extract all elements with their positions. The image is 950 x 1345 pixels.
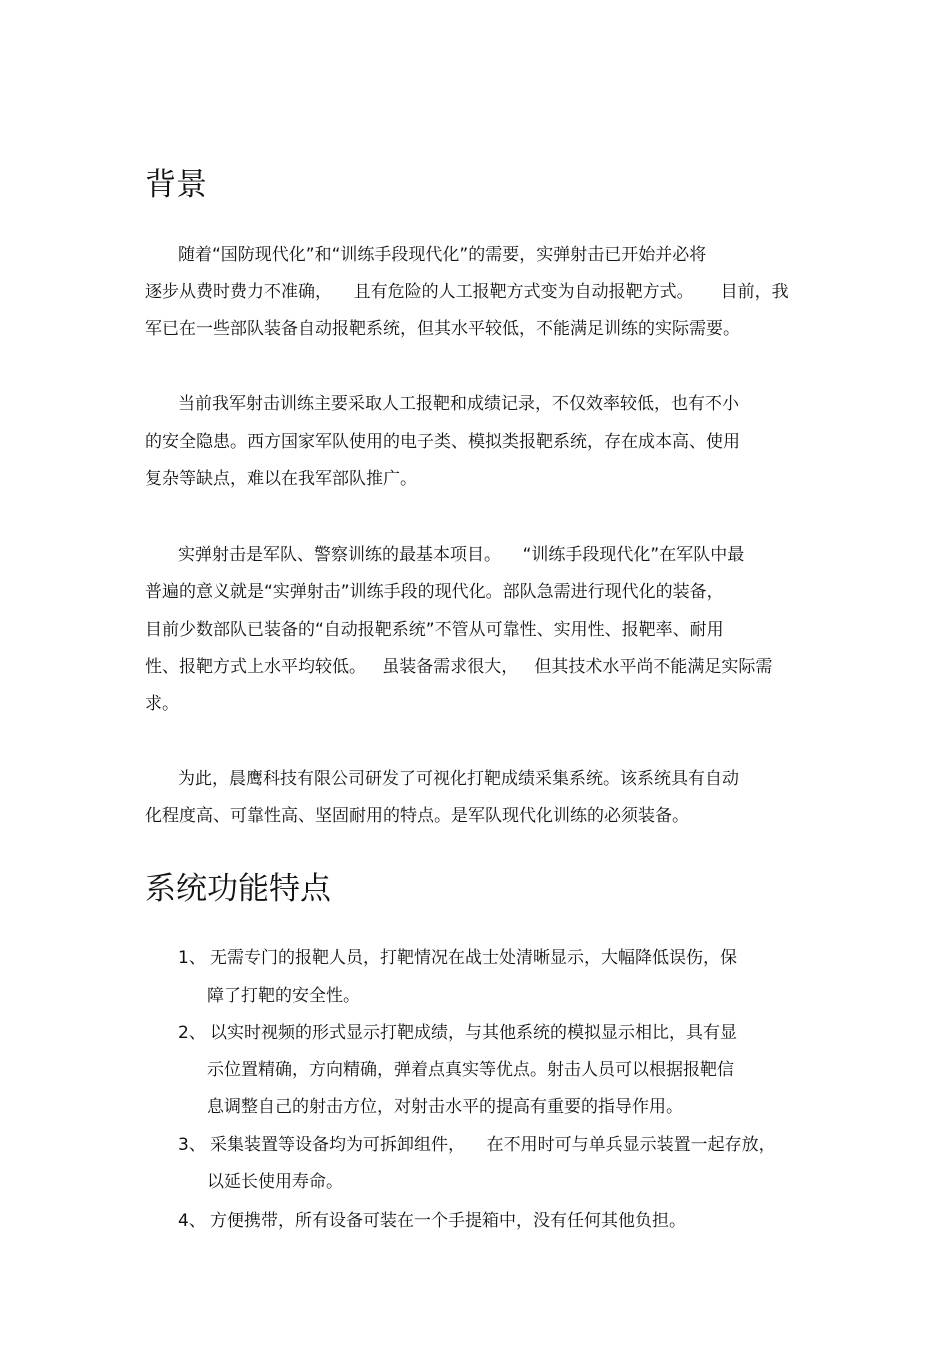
paragraph-line: 复杂等缺点，难以在我军部队推广。 <box>145 469 417 489</box>
list-item-line: 息调整自己的射击方位，对射击水平的提高有重要的指导作用。 <box>207 1097 683 1117</box>
paragraph-line: 随着“国防现代化”和“训练手段现代化”的需要，实弹射击已开始并必将 <box>178 245 707 265</box>
section-heading-features: 系统功能特点 <box>145 871 331 907</box>
list-item-line: 以实时视频的形式显示打靶成绩，与其他系统的模拟显示相比，具有显 <box>210 1023 737 1043</box>
paragraph-line: 军已在一些部队装备自动报靶系统，但其水平较低，不能满足训练的实际需要。 <box>145 319 740 339</box>
paragraph-line: 性、报靶方式上水平均较低。 虽装备需求很大， 但其技术水平尚不能满足实际需 <box>145 657 773 677</box>
paragraph-line: 为此，晨鹰科技有限公司研发了可视化打靶成绩采集系统。该系统具有自动 <box>178 769 739 789</box>
list-item-number: 2、 <box>178 1023 206 1043</box>
paragraph-line: 普遍的意义就是“实弹射击”训练手段的现代化。部队急需进行现代化的装备， <box>145 582 724 602</box>
list-item-line: 示位置精确，方向精确，弹着点真实等优点。射击人员可以根据报靶信 <box>207 1060 734 1080</box>
paragraph-line: 逐步从费时费力不准确， 且有危险的人工报靶方式变为自动报靶方式。 目前，我 <box>145 282 789 302</box>
paragraph-line: 实弹射击是军队、警察训练的最基本项目。 “训练手段现代化”在军队中最 <box>178 545 745 565</box>
paragraph-line: 的安全隐患。西方国家军队使用的电子类、模拟类报靶系统，存在成本高、使用 <box>145 432 740 452</box>
list-item-number: 3、 <box>178 1135 206 1155</box>
list-item-number: 1、 <box>178 948 206 968</box>
list-item-line: 以延长使用寿命。 <box>207 1172 343 1192</box>
list-item-line: 方便携带，所有设备可装在一个手提箱中，没有任何其他负担。 <box>210 1211 686 1231</box>
list-item-number: 4、 <box>178 1211 206 1231</box>
list-item-line: 障了打靶的安全性。 <box>207 986 360 1006</box>
list-item-line: 采集装置等设备均为可拆卸组件， 在不用时可与单兵显示装置一起存放， <box>210 1135 776 1155</box>
paragraph-line: 求。 <box>145 694 179 714</box>
list-item-line: 无需专门的报靶人员，打靶情况在战士处清晰显示，大幅降低误伤，保 <box>210 948 737 968</box>
section-heading-background: 背景 <box>145 167 207 203</box>
paragraph-line: 目前少数部队已装备的“自动报靶系统”不管从可靠性、实用性、报靶率、耐用 <box>145 620 724 640</box>
paragraph-line: 化程度高、可靠性高、坚固耐用的特点。是军队现代化训练的必须装备。 <box>145 806 689 826</box>
paragraph-line: 当前我军射击训练主要采取人工报靶和成绩记录，不仅效率较低，也有不小 <box>178 394 739 414</box>
